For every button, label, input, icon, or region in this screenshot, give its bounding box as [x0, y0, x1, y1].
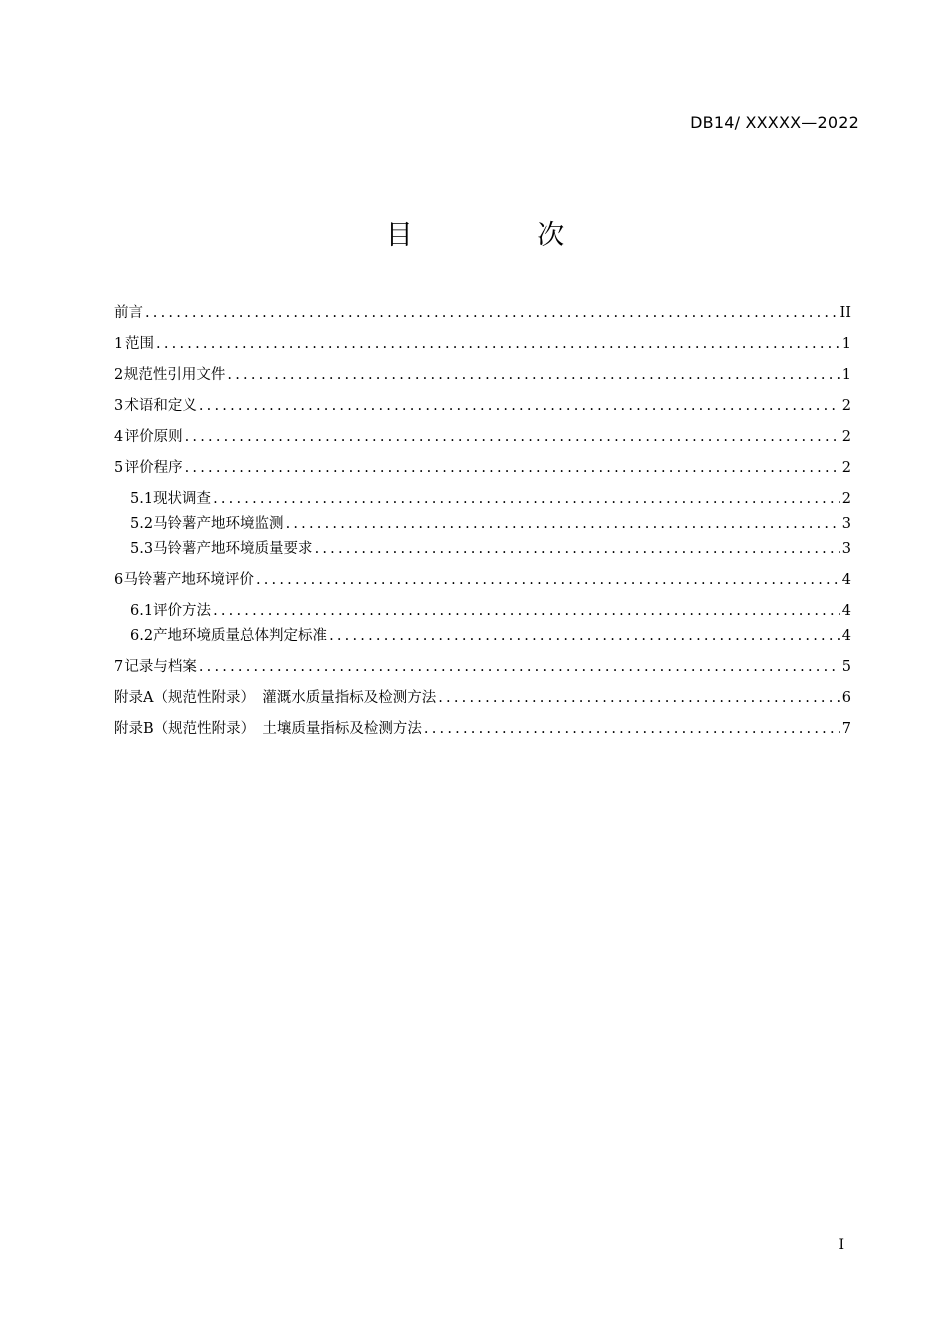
toc-entry-number: 6.2: [130, 628, 154, 644]
toc-entry-number: 3: [114, 398, 124, 414]
toc-leader-dots: [199, 657, 840, 677]
toc-title: 目 次: [385, 220, 623, 251]
toc-entry-4[interactable]: [114, 427, 851, 447]
toc-entry-3[interactable]: [114, 396, 851, 416]
toc-entry-5[interactable]: [114, 458, 851, 478]
toc-entry-text: 马铃薯产地环境质量要求: [153, 541, 313, 557]
toc-entry-5-1[interactable]: [114, 489, 851, 509]
toc-entry-appendix-a[interactable]: [114, 688, 851, 708]
toc-leader-dots: [256, 570, 840, 590]
toc-entry-text: 产地环境质量总体判定标准: [153, 628, 328, 644]
toc-entry-text: 前言: [114, 305, 143, 321]
toc-entry-page: II: [839, 305, 851, 321]
toc-entry-2[interactable]: [114, 365, 851, 385]
toc-leader-dots: [199, 396, 840, 416]
toc-entry-appendix-b[interactable]: [114, 719, 851, 739]
toc-leader-dots: [185, 458, 840, 478]
toc-entry-text: 马铃薯产地环境监测: [153, 516, 284, 532]
toc-entry-page: 2: [841, 491, 851, 507]
toc-entry-text: 评价程序: [124, 460, 183, 476]
toc-entry-5-2[interactable]: [114, 514, 851, 534]
toc-entry-number: 2: [114, 367, 124, 383]
toc-entry-number: 1: [114, 336, 124, 352]
table-of-contents: [114, 303, 851, 739]
toc-entry-page: 7: [841, 721, 851, 737]
toc-entry-page: 5: [841, 659, 851, 675]
toc-entry-text: 记录与档案: [124, 659, 197, 675]
toc-entry-6[interactable]: [114, 570, 851, 590]
toc-entry-text: 现状调查: [153, 491, 212, 507]
toc-entry-text: 评价原则: [124, 429, 183, 445]
toc-leader-dots: [315, 539, 840, 559]
toc-entry-page: 4: [841, 572, 851, 588]
toc-entry-text: 附录A（规范性附录） 灌溉水质量指标及检测方法: [114, 690, 437, 706]
toc-entry-text: 评价方法: [153, 603, 212, 619]
toc-entry-page: 4: [841, 603, 851, 619]
toc-entry-preface[interactable]: [114, 303, 851, 323]
toc-leader-dots: [156, 334, 840, 354]
toc-entry-1[interactable]: [114, 334, 851, 354]
toc-entry-page: 2: [841, 398, 851, 414]
toc-entry-6-2[interactable]: [114, 626, 851, 646]
document-code: DB14/ XXXXX—2022: [690, 113, 859, 132]
toc-entry-page: 1: [841, 336, 851, 352]
toc-entry-page: 2: [841, 429, 851, 445]
toc-entry-number: 5.3: [130, 541, 154, 557]
toc-leader-dots: [145, 303, 838, 323]
toc-entry-text: 附录B（规范性附录） 土壤质量指标及检测方法: [114, 721, 422, 737]
toc-entry-number: 4: [114, 429, 124, 445]
toc-entry-7[interactable]: [114, 657, 851, 677]
page-number: I: [838, 1237, 844, 1253]
toc-entry-page: 6: [841, 690, 851, 706]
toc-leader-dots: [185, 427, 840, 447]
toc-entry-5-3[interactable]: [114, 539, 851, 559]
toc-entry-number: 6: [114, 572, 124, 588]
toc-entry-number: 7: [114, 659, 124, 675]
toc-leader-dots: [213, 601, 840, 621]
toc-leader-dots: [286, 514, 840, 534]
toc-entry-page: 3: [841, 541, 851, 557]
toc-entry-number: 5.1: [130, 491, 154, 507]
toc-entry-number: 5.2: [130, 516, 154, 532]
toc-leader-dots: [424, 719, 840, 739]
toc-entry-text: 马铃薯产地环境评价: [123, 572, 254, 588]
toc-entry-text: 规范性引用文件: [123, 367, 226, 383]
toc-entry-number: 5: [114, 460, 124, 476]
toc-leader-dots: [329, 626, 840, 646]
toc-leader-dots: [213, 489, 840, 509]
toc-leader-dots: [438, 688, 840, 708]
toc-entry-page: 2: [841, 460, 851, 476]
toc-entry-page: 1: [841, 367, 851, 383]
toc-entry-6-1[interactable]: [114, 601, 851, 621]
toc-entry-text: 术语和定义: [124, 398, 197, 414]
toc-entry-page: 4: [841, 628, 851, 644]
toc-entry-text: 范围: [125, 336, 155, 352]
toc-entry-number: 6.1: [130, 603, 154, 619]
toc-entry-page: 3: [841, 516, 851, 532]
toc-leader-dots: [227, 365, 839, 385]
